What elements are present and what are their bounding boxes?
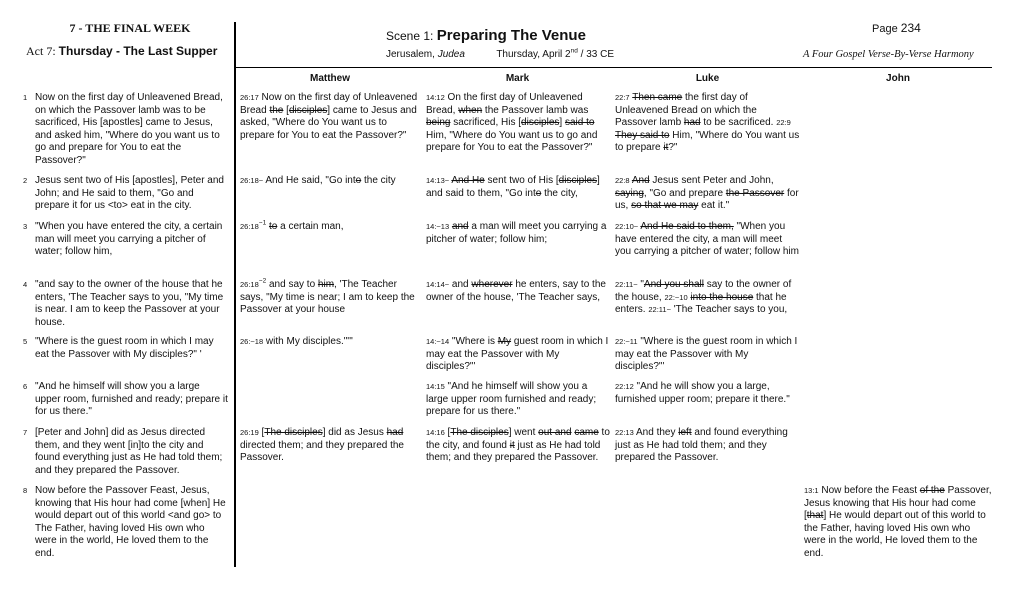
- verse-text: "And he himself will show you a large upper room furnished and ready; prepare for us there.": [426, 381, 597, 418]
- struck-text: And He said to them,: [640, 221, 734, 232]
- mark-cell: [426, 336, 611, 374]
- struck-text: disciples: [288, 104, 328, 116]
- luke-cell: [615, 92, 800, 155]
- verse-text: Passover, Jesus knowing that His hour had come [: [804, 485, 992, 522]
- verse-text: On the first day of Unleavened Bread,: [426, 92, 583, 116]
- struck-text: saying: [615, 187, 644, 199]
- struck-text: when: [458, 104, 483, 116]
- verse-text: a man will meet you carrying a pitcher of water; follow him;: [426, 221, 607, 245]
- struck-text: said to: [564, 117, 595, 129]
- struck-text: it: [663, 142, 669, 154]
- verse-text: guest room in which I may eat the Passover with My disciples?"': [426, 336, 609, 373]
- struck-text: Then came: [632, 92, 683, 103]
- struck-text: And you shall: [643, 279, 704, 290]
- verse-text: and say to: [266, 279, 318, 290]
- john-cell: [804, 485, 992, 561]
- struck-text: disciples: [521, 117, 560, 129]
- verse-text: ?": [668, 142, 678, 154]
- verse-text: say to the owner of the house,: [615, 279, 792, 303]
- mark-cell: [426, 175, 611, 200]
- verse-text: And they: [633, 427, 679, 438]
- verse-text: the Passover lamb was: [482, 104, 589, 116]
- struck-text: The disciples: [264, 427, 323, 438]
- verse-text: the city,: [541, 187, 578, 199]
- city: Jerusalem,: [386, 49, 435, 60]
- verse-text: ] did as Jesus: [322, 427, 387, 438]
- struck-text: it: [509, 439, 515, 451]
- verse-reference: 26:18~: [240, 176, 264, 185]
- mark-cell: [426, 381, 611, 419]
- verse-reference: 26:19: [240, 428, 259, 437]
- verse-text: "When you have entered the city, a man will meet you carrying a pitcher of water; follow him: [615, 221, 799, 258]
- column-header-luke: Luke: [695, 73, 720, 84]
- matthew-cell: [240, 336, 422, 349]
- verse-reference: 22:~10: [664, 292, 688, 302]
- verse-text: and: [449, 279, 472, 290]
- verse-reference: 22:7: [615, 93, 630, 102]
- verse-reference: 26:18: [240, 222, 259, 231]
- matthew-cell: [240, 279, 422, 317]
- struck-text: to: [268, 221, 278, 232]
- verse-text: to the city, and found: [426, 427, 610, 451]
- struck-text: and: [451, 221, 469, 232]
- verse-text: Now before the Feast: [818, 485, 920, 496]
- verse-text: "Where is the guest room in which I may eat the Passover with My disciples?"': [615, 336, 798, 373]
- struck-text: the: [269, 104, 284, 116]
- harmony-verse: [23, 221, 228, 259]
- verse-text: "Where is: [449, 336, 498, 347]
- struck-text: the Passover: [725, 187, 785, 199]
- verse-text: Jesus sent Peter and John,: [649, 175, 774, 186]
- column-header-mark: Mark: [505, 73, 530, 84]
- struck-text: came: [574, 427, 599, 438]
- struck-text: wherever: [471, 279, 513, 290]
- date-sup: nd: [570, 47, 578, 55]
- matthew-cell: [240, 92, 422, 142]
- verse-number: 3: [23, 222, 28, 231]
- matthew-cell: [240, 427, 422, 465]
- harmony-text: "And he himself will show you a large upper room, furnished and ready; prepare it for us there.": [35, 381, 228, 418]
- verse-text: eat it.": [698, 200, 730, 212]
- verse-reference: 14:16: [426, 428, 445, 437]
- chapter-title: 7 - THE FINAL WEEK: [69, 21, 191, 35]
- mark-cell: [426, 427, 611, 465]
- luke-cell: [615, 336, 800, 374]
- verse-text: , 'The Teacher says, "My time is near; I am to keep the Passover at your house: [240, 279, 415, 316]
- verse-text: [: [258, 427, 265, 438]
- column-header-john: John: [886, 73, 910, 84]
- luke-cell: [615, 427, 800, 465]
- struck-text: that: [806, 510, 824, 522]
- harmony-text: [Peter and John] did as Jesus directed them, and they went [in]to the city and found everything just as He had told them; and they prepared the Passover.: [35, 427, 223, 476]
- harmony-text: "Where is the guest room in which I may eat the Passover with My disciples?" ': [35, 336, 214, 360]
- struck-text: disciples: [558, 175, 598, 186]
- verse-reference: 13:1: [804, 486, 819, 495]
- verse-reference: 14:14~: [426, 280, 450, 289]
- verse-reference: 22:11~: [615, 280, 638, 289]
- struck-text: him: [317, 279, 335, 290]
- verse-reference: 22:12: [615, 382, 634, 391]
- page-label: Page: [872, 23, 898, 35]
- harmony-verse: [23, 175, 228, 213]
- page-num: 234: [900, 21, 921, 35]
- harmony-verse: [23, 336, 228, 361]
- verse-text: Him, "Where do You want us to go and prepare for You to eat the Passover?": [426, 129, 598, 154]
- verse-number: 7: [23, 428, 28, 437]
- verse-reference: 26:~18: [240, 337, 264, 346]
- book-subtitle: A Four Gospel Verse-By-Verse Harmony: [803, 49, 974, 60]
- verse-text: ] He would depart out of this world to the Father, having loved His own who were in the world, He loved them to the end.: [804, 510, 986, 559]
- verse-text: the city: [361, 175, 396, 186]
- verse-reference: 22:13: [615, 428, 634, 437]
- verse-text: ]: [559, 117, 565, 129]
- verse-text: And He said, "Go int: [263, 175, 356, 186]
- struck-text: had: [386, 427, 404, 438]
- struck-text: being: [426, 117, 451, 129]
- verse-text: [: [283, 104, 289, 116]
- harmony-text: "When you have entered the city, a certain man will meet you carrying a pitcher of water; follow him,: [35, 221, 223, 258]
- struck-text: And: [631, 175, 650, 186]
- struck-text: o: [355, 175, 362, 186]
- scene-location: [386, 49, 614, 60]
- act-prefix: Act 7:: [26, 44, 56, 58]
- luke-cell: [615, 279, 800, 317]
- verse-text: ] went: [508, 427, 539, 438]
- mark-cell: [426, 221, 611, 246]
- harmony-text: Now before the Passover Feast, Jesus, knowing that His hour had come [when] He would depart out of this world <and go> to The Father, having loved His own who were in the world, He loved them to the end.: [35, 485, 226, 559]
- verse-number: 8: [23, 486, 28, 495]
- verse-number: 1: [23, 93, 28, 102]
- date-prefix: Thursday, April 2: [496, 49, 571, 60]
- act-title: [26, 44, 217, 59]
- verse-reference: 14:~14: [426, 337, 450, 346]
- verse-number: 4: [23, 280, 28, 289]
- verse-text: a certain man,: [277, 221, 344, 232]
- verse-reference: 14:13~: [426, 176, 450, 185]
- verse-text: 'The Teacher says to you,: [670, 304, 788, 316]
- harmony-verse: [23, 427, 228, 477]
- verse-text: Now on the first day of Unleavened Bread: [240, 92, 418, 116]
- mark-cell: [426, 92, 611, 155]
- struck-text: They said to: [615, 129, 670, 141]
- harmony-text: "and say to the owner of the house that he enters, 'The Teacher says to you, "My time is near. I am to keep the Passover at your house.: [35, 279, 224, 328]
- struck-text: into the house: [690, 291, 754, 303]
- harmony-text: Jesus sent two of His [apostles], Peter and John; and He said to them, "Go and prepare it for us <to> eat in the city.: [35, 175, 224, 212]
- left-divider: [234, 22, 236, 567]
- page-number: [872, 21, 921, 35]
- verse-number: 2: [23, 176, 28, 185]
- verse-number: 5: [23, 337, 28, 346]
- verse-reference: 22:10~: [615, 222, 639, 231]
- struck-text: had: [683, 117, 701, 129]
- act-name: Thursday - The Last Supper: [58, 44, 218, 58]
- region: Judea: [437, 49, 465, 60]
- verse-text: [: [444, 427, 451, 438]
- verse-reference: 14:12: [426, 93, 445, 102]
- struck-text: My: [497, 336, 512, 347]
- verse-reference: 22:9: [776, 118, 791, 128]
- struck-text: And He: [451, 175, 485, 186]
- header-divider: [234, 67, 992, 68]
- matthew-cell: [240, 175, 422, 188]
- verse-text: ] came to Jesus and asked, "Where do You want us to prepare for You to eat the Passover?": [240, 104, 417, 141]
- verse-reference: 26:18: [240, 280, 259, 289]
- struck-text: o: [535, 187, 542, 199]
- mark-cell: [426, 279, 611, 304]
- harmony-verse: [23, 279, 228, 329]
- verse-text: for us,: [615, 187, 799, 212]
- scene-prefix: Scene 1:: [386, 29, 434, 43]
- verse-reference: 22:11~: [648, 305, 671, 315]
- struck-text: out and: [538, 427, 572, 438]
- verse-reference: 14:~13: [426, 222, 450, 231]
- verse-reference: 14:15: [426, 382, 445, 391]
- struck-text: left: [678, 427, 692, 438]
- verse-text: sacrificed, His [: [450, 117, 522, 129]
- harmony-verse: [23, 381, 228, 419]
- verse-text: "And he will show you a large, furnished upper room; prepare it there.": [615, 381, 790, 405]
- verse-text: ] and said to them, "Go int: [426, 175, 600, 199]
- verse-text: just as He had told them; and they prepared the Passover.: [426, 439, 601, 464]
- verse-text: with My disciples."'": [263, 336, 353, 347]
- column-header-matthew: Matthew: [310, 73, 350, 84]
- scene-name: Preparing The Venue: [436, 27, 586, 44]
- verse-text: that he enters.: [615, 291, 787, 316]
- date-suffix: / 33 CE: [580, 49, 614, 60]
- verse-number: 6: [23, 382, 28, 391]
- harmony-text: Now on the first day of Unleavened Bread, on which the Passover lamb was to be sacrificed, His [apostles] came to Jesus, and asked him, "Where do you want us to go and prepare for You to eat the Passover?": [35, 92, 223, 166]
- verse-reference: 26:17: [240, 93, 259, 102]
- reference-superscript: ~2: [258, 277, 267, 285]
- verse-text: sent two of His [: [484, 175, 559, 186]
- reference-superscript: ~1: [258, 219, 267, 227]
- verse-text: the first day of Unleavened Bread on which the Passover lamb: [615, 92, 757, 129]
- verse-text: he enters, say to the owner of the house, 'The Teacher says,: [426, 279, 606, 303]
- struck-text: The disciples: [450, 427, 509, 438]
- harmony-verse: [23, 485, 228, 561]
- luke-cell: [615, 381, 800, 406]
- verse-text: to be sacrificed.: [700, 117, 777, 129]
- verse-text: Him, "Where do You want us to prepare: [615, 129, 800, 154]
- struck-text: of the: [919, 485, 945, 496]
- verse-reference: 22:8: [615, 176, 630, 185]
- luke-cell: [615, 221, 800, 259]
- scene-title: [386, 27, 586, 44]
- verse-text: and found everything just as He had told them; and they prepared the Passover.: [615, 427, 788, 464]
- harmony-verse: [23, 92, 228, 168]
- verse-text: ": [637, 279, 644, 290]
- matthew-cell: [240, 221, 422, 234]
- verse-reference: 22:~11: [615, 337, 638, 346]
- verse-text: directed them; and they prepared the Passover.: [240, 439, 404, 464]
- verse-text: , "Go and prepare: [643, 187, 726, 199]
- struck-text: so that we may: [631, 200, 699, 212]
- luke-cell: [615, 175, 800, 213]
